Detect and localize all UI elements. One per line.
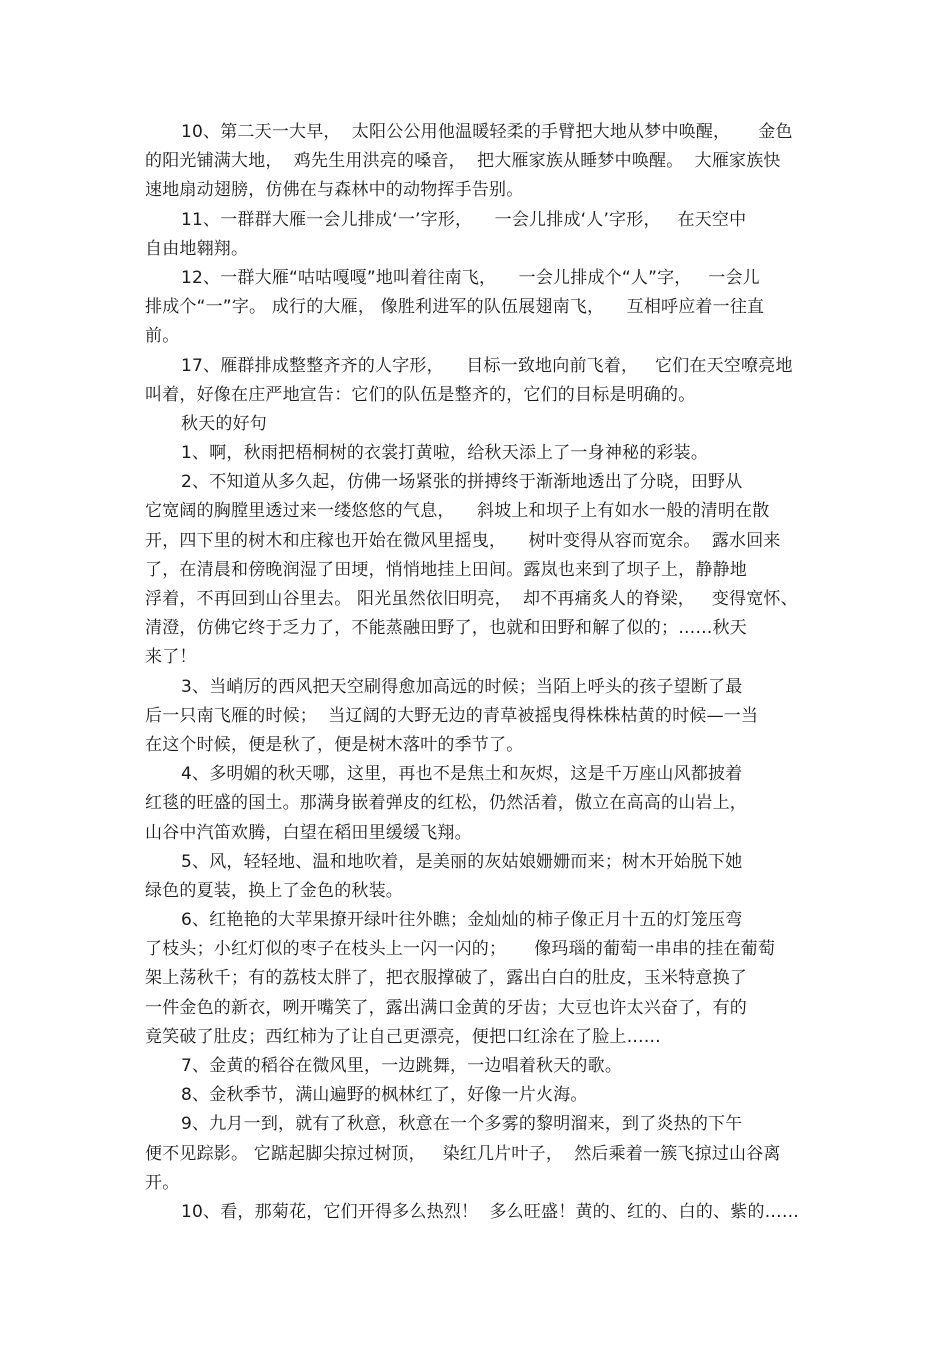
paragraph-line: 后一只南飞雁的时候； 当辽阔的大野无边的青草被摇曳得株株枯黄的时候—一当 [145, 705, 759, 726]
paragraph-first-line: 10、第二天一大早， 太阳公公用他温暖轻柔的手臂把大地从梦中唤醒， 金色 [181, 122, 793, 142]
paragraph-line: 开，四下里的树木和庄稼也开始在微风里摇曳， 树叶变得从容而宽余。 露水回来 [145, 530, 781, 551]
paragraph-line: 的阳光铺满大地， 鸡先生用洪亮的嗓音， 把大雁家族从睡梦中唤醒。 大雁家族快 [145, 151, 781, 172]
paragraph-first-line: 10、看，那菊花，它们开得多么热烈！ 多么旺盛！黄的、红的、白的、紫的…… [181, 1201, 800, 1222]
paragraph-line: 自由地翱翔。 [145, 238, 249, 259]
paragraph-first-line: 11、一群群大雁一会儿排成‘一’字形， 一会儿排成‘人’字形， 在天空中 [181, 209, 747, 230]
paragraph-first-line: 9、九月一到，就有了秋意，秋意在一个多雾的黎明溜来，到了炎热的下午 [181, 1114, 743, 1135]
paragraph-line: 便不见踪影。 它踮起脚尖掠过树顶， 染红几片叶子， 然后乘着一簇飞掠过山谷离 [145, 1143, 781, 1164]
paragraph-line: 一件金色的新衣，咧开嘴笑了，露出满口金黄的牙齿；大豆也许太兴奋了，有的 [145, 997, 747, 1018]
paragraph-line: 前。 [145, 326, 180, 347]
paragraph-line: 架上荡秋千；有的荔枝太胖了，把衣服撑破了，露出白白的肚皮，玉米特意换了 [145, 968, 747, 989]
paragraph-line: 红毯的旺盛的国土。那满身嵌着弹皮的红松，仍然活着，傲立在高高的山岩上， [145, 793, 747, 814]
paragraph-line: 在这个时候，便是秋了，便是树木落叶的季节了。 [145, 734, 524, 755]
paragraph-line: 浮着，不再回到山谷里去。 阳光虽然依旧明亮， 却不再痛炙人的脊梁， 变得宽怀、 [145, 589, 798, 609]
paragraph-first-line: 秋天的好句 [181, 413, 267, 434]
paragraph-line: 它宽阔的胸膛里透过来一缕悠悠的气息， 斜坡上和坝子上有如水一般的清明在散 [145, 501, 770, 522]
paragraph-first-line: 7、金黄的稻谷在微风里，一边跳舞，一边唱着秋天的歌。 [181, 1056, 623, 1076]
paragraph-first-line: 3、当峭厉的西风把天空刷得愈加高远的时候；当陌上呼头的孩子望断了最 [181, 676, 743, 697]
paragraph-line: 来了！ [145, 647, 197, 668]
paragraph-first-line: 12、一群大雁“咕咕嘎嘎”地叫着往南飞， 一会儿排成个“人”字， 一会儿 [181, 267, 760, 288]
paragraph-line: 叫着，好像在庄严地宣告：它们的队伍是整齐的，它们的目标是明确的。 [145, 384, 696, 405]
paragraph-line: 竟笑破了肚皮；西红柿为了让自己更漂亮，便把口红涂在了脸上…… [145, 1026, 661, 1047]
paragraph-first-line: 4、多明媚的秋天哪，这里，再也不是焦土和灰烬，这是千万座山风都披着 [181, 764, 743, 785]
paragraph-first-line: 8、金秋季节，满山遍野的枫林红了，好像一片火海。 [181, 1085, 588, 1106]
paragraph-line: 山谷中汽笛欢腾，白望在稻田里缓缓飞翔。 [145, 822, 472, 843]
paragraph-line: 开。 [145, 1172, 180, 1193]
paragraph-line: 排成个“一”字。 成行的大雁， 像胜利进军的队伍展翅南飞， 互相呼应着一往直 [145, 297, 765, 318]
paragraph-first-line: 17、雁群排成整整齐齐的人字形， 目标一致地向前飞着， 它们在天空嘹亮地 [181, 355, 793, 376]
paragraph-first-line: 5、风，轻轻地、温和地吹着，是美丽的灰姑娘姗姗而来；树木开始脱下她 [181, 851, 743, 872]
paragraph-line: 了，在清晨和傍晚润湿了田埂，悄悄地挂上田间。露岚也来到了坝子上，静静地 [145, 559, 747, 580]
paragraph-first-line: 1、啊，秋雨把梧桐树的衣裳打黄啦，给秋天添上了一身神秘的彩装。 [181, 443, 709, 464]
paragraph-line: 清澄，仿佛它终于乏力了，不能蒸融田野了，也就和田野和解了似的；……秋天 [145, 618, 747, 639]
paragraph-first-line: 6、红艳艳的大苹果撩开绿叶往外瞧；金灿灿的柿子像正月十五的灯笼压弯 [181, 910, 743, 931]
paragraph-first-line: 2、不知道从多久起，仿佛一场紧张的拼搏终于渐渐地透出了分晓，田野从 [181, 472, 743, 493]
paragraph-line: 了枝头；小红灯似的枣子在枝头上一闪一闪的； 像玛瑙的葡萄一串串的挂在葡萄 [145, 939, 776, 960]
paragraph-line: 绿色的夏装，换上了金色的秋装。 [145, 880, 403, 901]
document-body [145, 118, 805, 1227]
paragraph-line: 速地扇动翅膀，仿佛在与森林中的动物挥手告别。 [145, 180, 524, 201]
